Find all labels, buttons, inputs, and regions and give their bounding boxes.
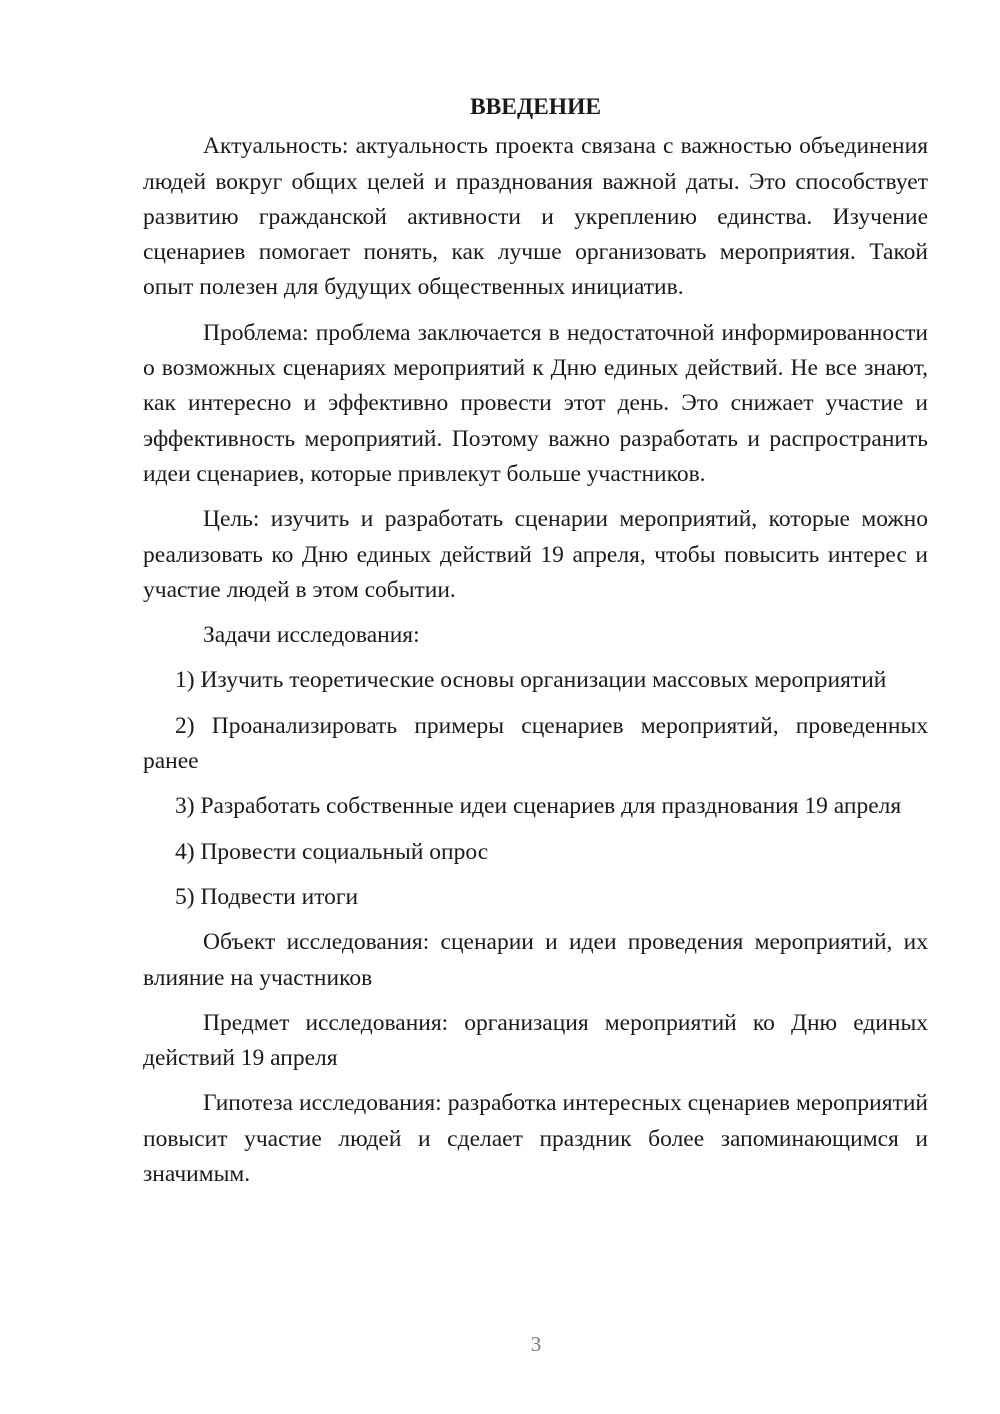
page-number: 3 xyxy=(530,1332,542,1356)
paragraph-goal: Цель: изучить и разработать сценарии мероприятий, которые можно реализовать ко Дню единых действий 19 апреля, чтобы повысить интерес и участие людей в этом событии. xyxy=(143,506,928,603)
paragraph-subject: Предмет исследования: организация мероприятий ко Дню единых действий 19 апреля xyxy=(143,1009,928,1072)
task-item-3: 3) Разработать собственные идеи сценариев для празднования 19 апреля xyxy=(175,793,902,820)
task-item-1: 1) Изучить теоретические основы организации массовых мероприятий xyxy=(175,667,887,694)
paragraph-relevance: Актуальность: актуальность проекта связана с важностью объединения людей вокруг общих целей и празднования важной даты. Это способствует развитию гражданской активности и укреплению единства. Изучение сценариев помогает понять, как лучше организовать мероприятия. Такой опыт полезен для будущих общественных инициатив. xyxy=(143,133,928,301)
section-title: ВВЕДЕНИЕ xyxy=(469,94,602,120)
paragraph-problem: Проблема: проблема заключается в недостаточной информированности о возможных сценариях мероприятий к Дню единых действий. Не все знают, как интересно и эффективно провести этот день. Это снижает участие и эффективность мероприятий. Поэтому важно разработать и распространить идеи сценариев, которые привлекут больше участников. xyxy=(143,319,928,487)
tasks-heading: Задачи исследования: xyxy=(203,622,420,649)
task-item-5: 5) Подвести итоги xyxy=(175,883,359,910)
task-item-4: 4) Провести социальный опрос xyxy=(175,838,489,865)
paragraph-hypothesis: Гипотеза исследования: разработка интересных сценариев мероприятий повысит участие людей и сделает праздник более запоминающимся и значимым. xyxy=(143,1090,928,1188)
paragraph-object: Объект исследования: сценарии и идеи проведения мероприятий, их влияние на участников xyxy=(143,929,928,991)
task-item-2: 2) Проанализировать примеры сценариев мероприятий, проведенных ранее xyxy=(143,712,928,775)
document-page xyxy=(143,90,928,1192)
